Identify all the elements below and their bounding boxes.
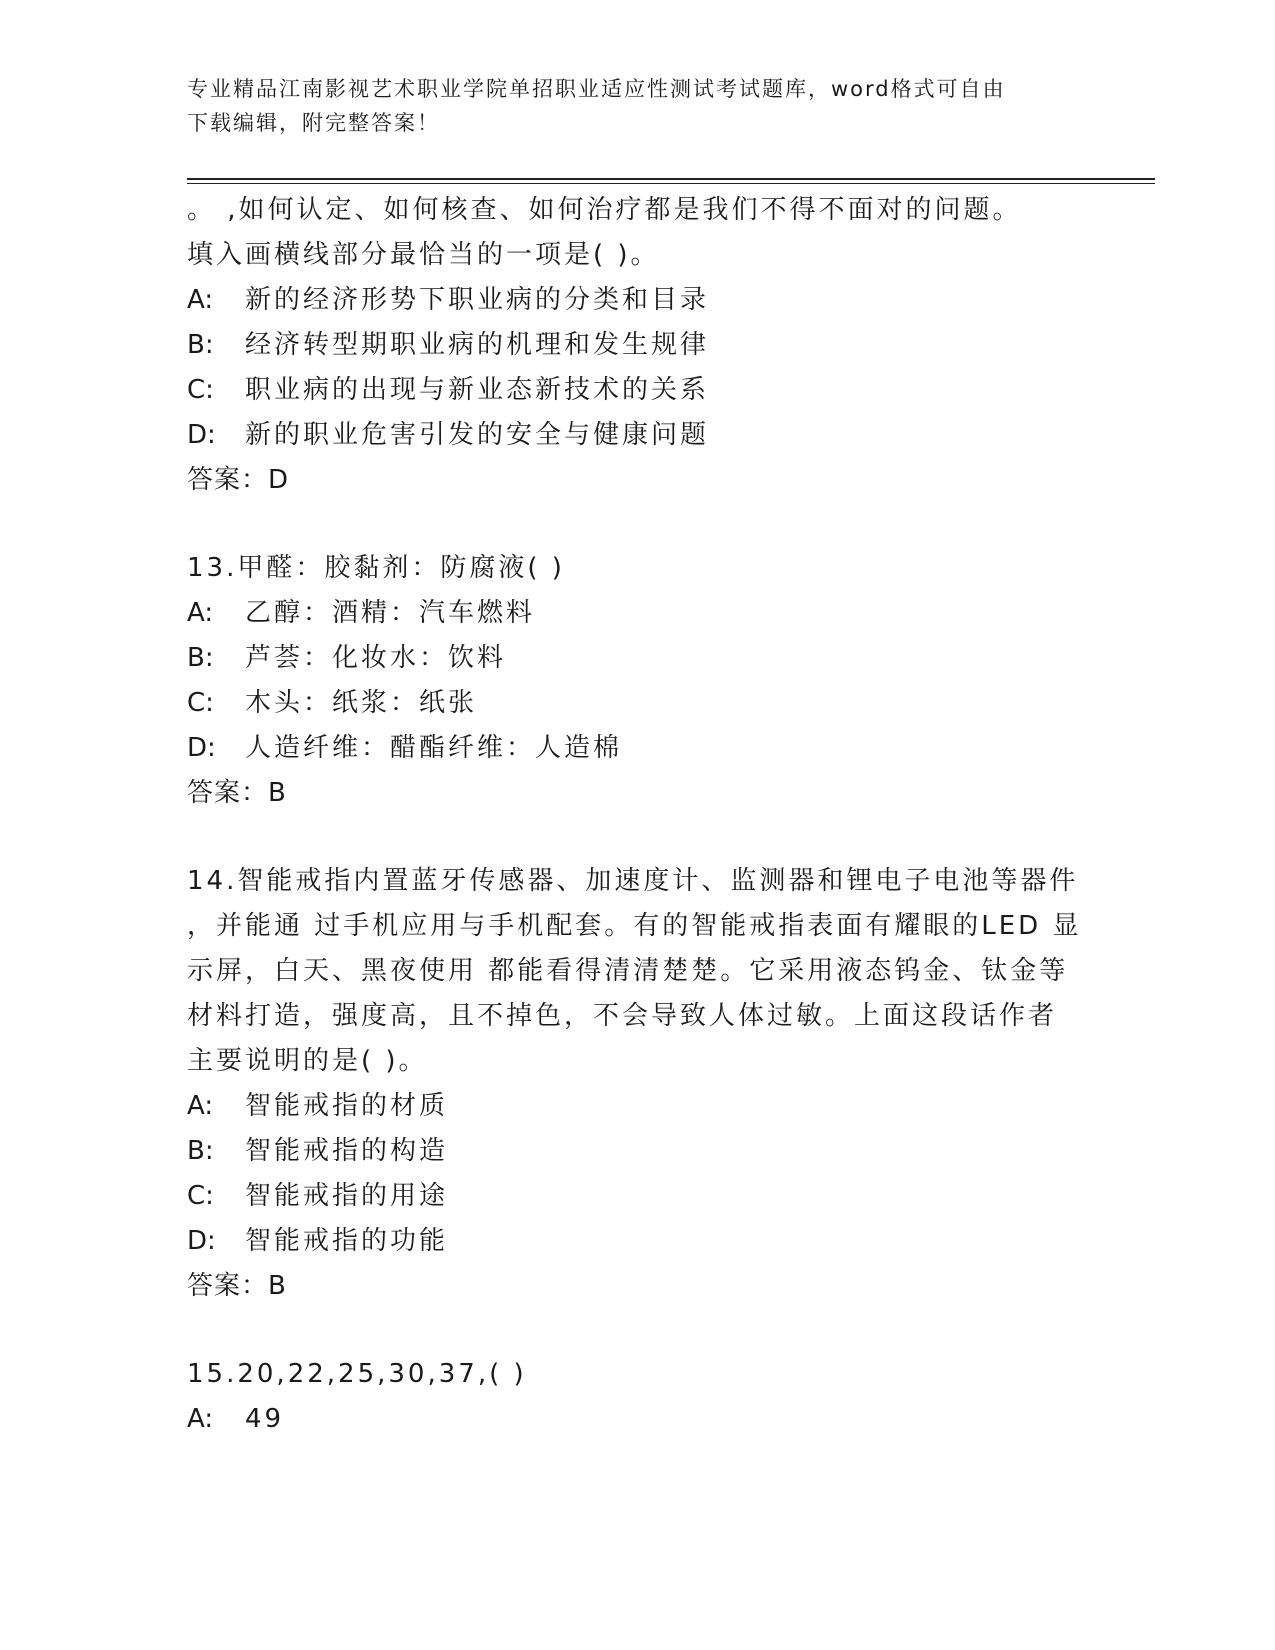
option-letter: A: xyxy=(187,598,214,628)
header-line-2: 下载编辑，附完整答案！ xyxy=(187,111,440,135)
question-stem-line: ，并能通 过手机应用与手机配套。有的智能戒指表面有耀眼的LED 显 xyxy=(187,911,1082,941)
question-stem-line: 示屏，白天、黑夜使用 都能看得清清楚楚。它采用液态钨金、钛金等 xyxy=(187,956,1069,986)
option-text: 人造纤维：醋酯纤维：人造棉 xyxy=(245,733,623,763)
option-a xyxy=(187,591,1087,636)
option-letter: A: xyxy=(187,1091,214,1121)
option-letter: C: xyxy=(187,688,214,718)
option-letter: C: xyxy=(187,1181,214,1211)
option-d xyxy=(187,413,1087,458)
question-15 xyxy=(187,1352,1087,1442)
option-letter: A: xyxy=(187,285,214,315)
question-stem: 15.20,22,25,30,37,( ) xyxy=(187,1359,527,1389)
option-letter: B: xyxy=(187,643,214,673)
option-text: 木头：纸浆：纸张 xyxy=(245,688,478,718)
option-text: 智能戒指的材质 xyxy=(245,1091,449,1121)
option-text: 职业病的出现与新业态新技术的关系 xyxy=(245,375,710,405)
option-a xyxy=(187,1084,1087,1129)
option-d xyxy=(187,1219,1087,1264)
option-text: 智能戒指的用途 xyxy=(245,1181,449,1211)
question-stem-line: 主要说明的是( )。 xyxy=(187,1046,428,1076)
option-b xyxy=(187,636,1087,681)
option-text: 新的经济形势下职业病的分类和目录 xyxy=(245,285,710,315)
question-stem: 填入画横线部分最恰当的一项是( )。 xyxy=(187,240,660,270)
option-text: 新的职业危害引发的安全与健康问题 xyxy=(245,420,710,450)
question-stem: 。 ,如何认定、如何核查、如何治疗都是我们不得不面对的问题。 xyxy=(187,195,1022,225)
answer-line: 答案：B xyxy=(187,1271,287,1301)
option-text: 49 xyxy=(245,1404,285,1434)
question-13 xyxy=(187,546,1087,816)
question-stem: 13.甲醛：胶黏剂：防腐液( ) xyxy=(187,553,565,583)
option-letter: C: xyxy=(187,375,214,405)
question-content xyxy=(187,188,1087,1442)
header-line-1: 专业精品江南影视艺术职业学院单招职业适应性测试考试题库，word格式可自由 xyxy=(187,77,1006,101)
option-a xyxy=(187,278,1087,323)
option-c xyxy=(187,1174,1087,1219)
option-d xyxy=(187,726,1087,771)
option-letter: D: xyxy=(187,420,216,450)
header-divider-thick xyxy=(187,178,1155,180)
option-c xyxy=(187,681,1087,726)
question-12 xyxy=(187,188,1087,503)
option-text: 智能戒指的构造 xyxy=(245,1136,449,1166)
question-14 xyxy=(187,859,1087,1309)
header-divider-thin xyxy=(187,183,1155,184)
option-a xyxy=(187,1397,1087,1442)
option-text: 智能戒指的功能 xyxy=(245,1226,449,1256)
question-stem-line: 14.智能戒指内置蓝牙传感器、加速度计、监测器和锂电子电池等器件 xyxy=(187,866,1079,896)
option-c xyxy=(187,368,1087,413)
document-header xyxy=(187,72,1087,140)
option-letter: A: xyxy=(187,1404,214,1434)
answer-line: 答案：B xyxy=(187,778,287,808)
option-letter: D: xyxy=(187,733,216,763)
option-letter: B: xyxy=(187,330,214,360)
option-text: 芦荟：化妆水：饮料 xyxy=(245,643,507,673)
answer-line: 答案：D xyxy=(187,465,290,495)
option-letter: D: xyxy=(187,1226,216,1256)
question-stem-line: 材料打造，强度高，且不掉色，不会导致人体过敏。上面这段话作者 xyxy=(187,1001,1058,1031)
option-b xyxy=(187,323,1087,368)
option-text: 经济转型期职业病的机理和发生规律 xyxy=(245,330,710,360)
option-b xyxy=(187,1129,1087,1174)
option-letter: B: xyxy=(187,1136,214,1166)
option-text: 乙醇：酒精：汽车燃料 xyxy=(245,598,536,628)
